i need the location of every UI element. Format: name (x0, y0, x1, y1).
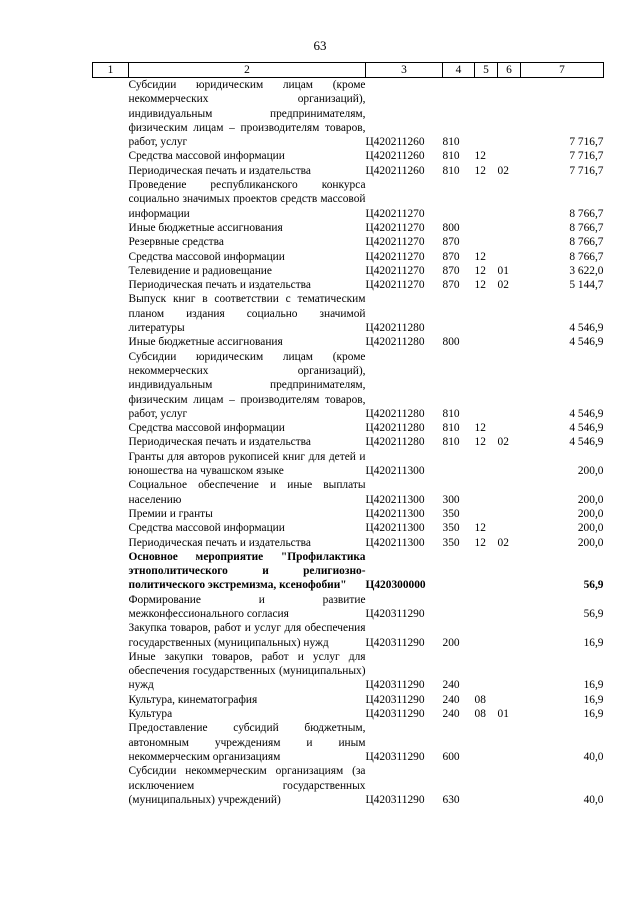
row-subsection (498, 550, 521, 593)
column-header: 2 (129, 63, 366, 78)
blank-cell (93, 450, 129, 479)
row-group: 600 (442, 750, 460, 763)
row-amount: 40,0 (583, 750, 604, 763)
blank-cell (93, 536, 129, 550)
table-row (93, 292, 604, 335)
row-section: 12 (474, 522, 486, 535)
row-name: Периодическая печать и издательства (128, 279, 311, 292)
row-subsection (498, 693, 521, 707)
table-row (93, 235, 604, 249)
row-name: Основное мероприятие "Профилактика этнополитического и религиозно-политического экстремизма, ксенофобии" (128, 550, 366, 592)
row-group: 810 (442, 164, 460, 177)
table-row (93, 721, 604, 764)
row-group (443, 450, 475, 479)
row-amount: 4 546,9 (569, 336, 604, 349)
row-section: 12 (474, 164, 486, 177)
row-amount: 4 546,9 (569, 422, 604, 435)
row-name: Гранты для авторов рукописей книг для детей и юношества на чувашском языке (128, 450, 366, 478)
table-row (93, 250, 604, 264)
row-subsection: 02 (497, 436, 509, 449)
row-amount: 56,9 (583, 579, 604, 592)
row-amount: 4 546,9 (569, 322, 604, 335)
blank-cell (93, 264, 129, 278)
blank-cell (93, 350, 129, 421)
table-row (93, 178, 604, 221)
row-subsection (498, 650, 521, 693)
row-group (443, 292, 475, 335)
row-group: 350 (442, 536, 460, 549)
row-section: 12 (474, 436, 486, 449)
row-name: Периодическая печать и издательства (128, 536, 311, 549)
row-group: 870 (442, 250, 460, 263)
table-row (93, 521, 604, 535)
row-name: Субсидии юридическим лицам (кроме некоммерческих организаций), индивидуальным предпринимателям, физическим лицам – производителям товаров, работ, услуг (128, 350, 366, 420)
row-code: Ц420211270 (365, 279, 425, 292)
row-section (475, 292, 498, 335)
row-amount: 4 546,9 (569, 436, 604, 449)
table-row (93, 536, 604, 550)
table-row (93, 350, 604, 421)
row-name: Закупка товаров, работ и услуг для обеспечения государственных (муниципальных) нужд (128, 622, 366, 649)
row-code: Ц420211270 (365, 250, 425, 263)
row-section (475, 178, 498, 221)
row-group: 240 (442, 679, 460, 692)
row-code: Ц420211280 (365, 436, 425, 449)
row-code: Ц420211260 (365, 136, 425, 149)
row-section: 08 (474, 708, 486, 721)
row-code: Ц420311290 (365, 793, 425, 806)
blank-cell (93, 693, 129, 707)
table-row (93, 593, 604, 622)
row-amount: 40,0 (583, 793, 604, 806)
row-amount: 16,9 (583, 636, 604, 649)
row-name: Культура, кинематография (128, 693, 258, 706)
blank-cell (93, 292, 129, 335)
table-row (93, 650, 604, 693)
row-group: 870 (442, 264, 460, 277)
blank-cell (93, 278, 129, 292)
row-amount: 8 766,7 (569, 207, 604, 220)
row-name: Иные бюджетные ассигнования (128, 336, 283, 349)
row-name: Субсидии юридическим лицам (кроме некоммерческих организаций), индивидуальным предпринимателям, физическим лицам – производителям товаров, работ, услуг (128, 79, 366, 149)
row-code: Ц420300000 (365, 579, 426, 592)
row-group: 870 (442, 236, 460, 249)
row-section (475, 764, 498, 807)
row-name: Выпуск книг в соответствии с тематическим планом издания социально значимой литературы (128, 293, 366, 335)
row-subsection (498, 250, 521, 264)
row-subsection: 01 (497, 708, 509, 721)
row-subsection (498, 149, 521, 163)
blank-cell (93, 707, 129, 721)
row-name: Предоставление субсидий бюджетным, автономным учреждениям и иным некоммерческим организациям (128, 722, 366, 763)
row-section: 12 (474, 264, 486, 277)
table-row (93, 764, 604, 807)
row-section (475, 235, 498, 249)
row-code: Ц420211300 (365, 522, 425, 535)
row-amount: 4 546,9 (569, 407, 604, 420)
blank-cell (93, 235, 129, 249)
blank-cell (93, 149, 129, 163)
blank-cell (93, 478, 129, 507)
row-subsection: 01 (497, 264, 509, 277)
row-name: Иные бюджетные ассигнования (128, 221, 283, 234)
row-section: 12 (474, 150, 486, 163)
row-name: Телевидение и радиовещание (128, 264, 272, 277)
row-group: 300 (442, 493, 460, 506)
row-section (475, 507, 498, 521)
column-header: 4 (443, 63, 475, 78)
blank-cell (93, 521, 129, 535)
row-group: 630 (442, 793, 460, 806)
row-name: Периодическая печать и издательства (128, 164, 311, 177)
table-row (93, 149, 604, 163)
row-code: Ц420311290 (365, 607, 425, 620)
table-row (93, 693, 604, 707)
row-code: Ц420311290 (365, 636, 425, 649)
column-header: 1 (93, 63, 129, 78)
row-amount: 8 766,7 (569, 236, 604, 249)
row-code: Ц420211270 (365, 221, 425, 234)
row-subsection (498, 450, 521, 479)
row-amount: 16,9 (583, 693, 604, 706)
row-section (475, 621, 498, 650)
row-group: 800 (442, 221, 460, 234)
blank-cell (93, 421, 129, 435)
row-amount: 56,9 (583, 607, 604, 620)
blank-cell (93, 178, 129, 221)
table-row (93, 478, 604, 507)
page-number: 63 (313, 38, 327, 53)
row-amount: 7 716,7 (569, 164, 604, 177)
row-amount: 7 716,7 (569, 150, 604, 163)
row-code: Ц420311290 (365, 750, 425, 763)
row-code: Ц420211300 (365, 507, 425, 520)
row-code: Ц420311290 (365, 708, 425, 721)
row-subsection (498, 507, 521, 521)
blank-cell (93, 435, 129, 449)
row-group: 350 (442, 522, 460, 535)
table-row (93, 264, 604, 278)
row-section (475, 450, 498, 479)
row-amount: 7 716,7 (569, 136, 604, 149)
row-subsection: 02 (497, 279, 509, 292)
row-code: Ц420211300 (365, 493, 425, 506)
row-group: 810 (442, 136, 460, 149)
table-row (93, 221, 604, 235)
row-amount: 200,0 (577, 522, 604, 535)
blank-cell (93, 593, 129, 622)
table-row (93, 621, 604, 650)
row-section: 12 (474, 422, 486, 435)
row-amount: 16,9 (583, 708, 604, 721)
table-row (93, 335, 604, 349)
row-subsection (498, 721, 521, 764)
row-amount: 200,0 (577, 536, 604, 549)
blank-cell (93, 335, 129, 349)
row-code: Ц420211280 (365, 336, 425, 349)
blank-cell (93, 78, 129, 150)
row-code: Ц420211280 (365, 422, 425, 435)
row-amount: 5 144,7 (569, 279, 604, 292)
row-group: 810 (442, 150, 460, 163)
row-subsection (498, 764, 521, 807)
row-name: Субсидии некоммерческим организациям (за исключением государственных (муниципальных) учреждений) (128, 765, 366, 806)
blank-cell (93, 221, 129, 235)
row-amount: 200,0 (577, 507, 604, 520)
row-subsection (498, 421, 521, 435)
row-group: 870 (442, 279, 460, 292)
row-section (475, 335, 498, 349)
row-subsection (498, 350, 521, 421)
column-header: 6 (498, 63, 521, 78)
row-group: 810 (442, 436, 460, 449)
table-header-row (93, 63, 604, 78)
row-section: 12 (474, 279, 486, 292)
row-subsection (498, 335, 521, 349)
row-section: 12 (474, 536, 486, 549)
row-subsection: 02 (497, 536, 509, 549)
blank-cell (93, 721, 129, 764)
row-group (443, 178, 475, 221)
blank-cell (93, 164, 129, 178)
table-row (93, 435, 604, 449)
row-name: Средства массовой информации (128, 150, 285, 163)
row-name: Периодическая печать и издательства (128, 436, 311, 449)
row-group: 800 (442, 336, 460, 349)
row-code: Ц420311290 (365, 693, 425, 706)
row-name: Премии и гранты (128, 507, 213, 520)
row-code: Ц420211280 (365, 322, 425, 335)
row-amount: 16,9 (583, 679, 604, 692)
table-row (93, 278, 604, 292)
blank-cell (93, 250, 129, 264)
row-name: Средства массовой информации (128, 250, 285, 263)
row-subsection (498, 478, 521, 507)
row-name: Формирование и развитие межконфессионального согласия (128, 593, 366, 620)
row-group: 240 (442, 708, 460, 721)
row-group: 810 (442, 407, 460, 420)
row-section (475, 650, 498, 693)
row-code: Ц420211270 (365, 236, 425, 249)
table-row (93, 421, 604, 435)
row-subsection (498, 521, 521, 535)
row-section (475, 221, 498, 235)
table-row (93, 707, 604, 721)
row-amount: 200,0 (577, 493, 604, 506)
row-code: Ц420211270 (365, 207, 425, 220)
blank-cell (93, 764, 129, 807)
row-name: Проведение республиканского конкурса социально значимых проектов средств массовой информации (128, 179, 366, 220)
row-subsection (498, 292, 521, 335)
column-header: 7 (521, 63, 604, 78)
row-code: Ц420211260 (365, 150, 425, 163)
column-header: 3 (366, 63, 443, 78)
blank-cell (93, 621, 129, 650)
row-name: Иные закупки товаров, работ и услуг для обеспечения государственных (муниципальных) нужд (128, 650, 366, 692)
row-section (475, 721, 498, 764)
row-code: Ц420311290 (365, 679, 425, 692)
table-row (93, 164, 604, 178)
row-section (475, 593, 498, 622)
row-section (475, 550, 498, 593)
row-group: 200 (442, 636, 460, 649)
row-name: Культура (128, 708, 173, 721)
row-name: Средства массовой информации (128, 422, 285, 435)
row-amount: 3 622,0 (569, 264, 604, 277)
table-row (93, 78, 604, 150)
row-section (475, 478, 498, 507)
blank-cell (93, 507, 129, 521)
table-row (93, 550, 604, 593)
blank-cell (93, 550, 129, 593)
row-code: Ц420211270 (365, 264, 425, 277)
table-row (93, 507, 604, 521)
row-name: Социальное обеспечение и иные выплаты населению (128, 479, 366, 506)
row-group (443, 593, 475, 622)
row-subsection (498, 593, 521, 622)
row-section: 12 (474, 250, 486, 263)
row-group: 350 (442, 507, 460, 520)
row-subsection: 02 (497, 164, 509, 177)
blank-cell (93, 650, 129, 693)
row-subsection (498, 178, 521, 221)
row-name: Средства массовой информации (128, 522, 285, 535)
table-body (93, 78, 604, 808)
row-subsection (498, 221, 521, 235)
row-amount: 8 766,7 (569, 250, 604, 263)
row-code: Ц420211300 (365, 536, 425, 549)
row-group: 240 (442, 693, 460, 706)
row-subsection (498, 78, 521, 150)
row-amount: 8 766,7 (569, 221, 604, 234)
row-group: 810 (442, 422, 460, 435)
row-code: Ц420211260 (365, 164, 425, 177)
row-subsection (498, 621, 521, 650)
row-name: Резервные средства (128, 236, 224, 249)
row-code: Ц420211280 (365, 407, 425, 420)
row-section (475, 350, 498, 421)
row-group (443, 550, 475, 593)
row-amount: 200,0 (577, 465, 604, 478)
budget-table (92, 62, 604, 807)
row-code: Ц420211300 (365, 465, 425, 478)
row-subsection (498, 235, 521, 249)
row-section (475, 78, 498, 150)
table-row (93, 450, 604, 479)
row-section: 08 (474, 693, 486, 706)
column-header: 5 (475, 63, 498, 78)
